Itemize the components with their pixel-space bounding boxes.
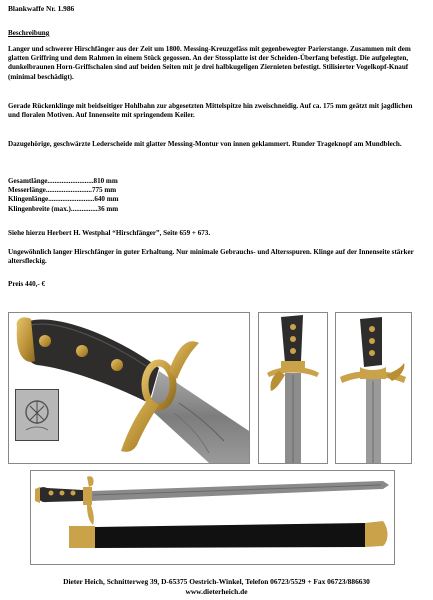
spec-label: Klingenbreite (max.)...............: [8, 204, 98, 213]
spec-value: 36 mm: [97, 204, 119, 213]
condition-text: Ungewöhnlich langer Hirschfänger in guter Erhaltung. Nur minimale Gebrauchs- und Altersspuren. Klinge auf der Innenseite stärker altersfleckig.: [8, 248, 414, 266]
description-paragraph-1: Langer und schwerer Hirschfänger aus der Zeit um 1800. Messing-Kreuzgefäss mit gegenbewegter Parierstange. Zusammen mit dem glatten Griffring und dem Rahmen in einem Stück gegossen. An der Stossplatte ist der Scheiden-Überfang befestigt. Die aufgelegten, dunkelbraunen Horn-Griffschalen sind auf beiden Seiten mit je drei halbkugeligen Ziernieten befestigt. Stilisierter Vogelkopf-Knauf (minimal beschädigt).: [8, 45, 411, 81]
spec-label: Gesamtlänge..........................: [8, 177, 94, 185]
item-title: Blankwaffe Nr. 1.986: [8, 4, 75, 13]
hilt-closeup-photo: [8, 312, 250, 464]
footer-website[interactable]: www.dieterheich.de: [185, 587, 248, 596]
price: Preis 440,- €: [8, 280, 46, 288]
dimensions-list: [8, 177, 426, 214]
spec-row: [8, 195, 426, 204]
spec-row: [8, 205, 426, 214]
spec-row: [8, 186, 426, 195]
description-paragraph-3: Dazugehörige, geschwärzte Lederscheide mit glatter Messing-Montur von innen geklammert. Runder Trageknopf am Mundblech.: [8, 140, 402, 148]
spec-label: Klingenlänge..........................: [8, 195, 95, 204]
spec-label: Messerlänge..........................: [8, 186, 92, 195]
spec-row: [8, 177, 426, 186]
description-paragraph-2: Gerade Rückenklinge mit beidseitiger Hohlbahn zur abgesetzten Mittelspitze hin zweischneidig. Auf ca. 175 mm geätzt mit jagdlichen und floralen Motiven. Auf Innenseite mit springendem Keiler.: [8, 102, 413, 120]
spec-value: 775 mm: [91, 186, 117, 195]
blade-etching-inset-photo: [15, 389, 59, 441]
spec-value: 810 mm: [93, 177, 118, 185]
sword-and-scabbard-photo: [30, 470, 395, 565]
section-heading: Beschreibung: [8, 29, 50, 37]
hilt-side-view-photo: [258, 312, 328, 464]
spec-value: 640 mm: [94, 195, 119, 204]
footer-address: Dieter Heich, Schnitterweg 39, D-65375 Oestrich-Winkel, Telefon 06723/5529 + Fax 06723/886630: [63, 577, 370, 586]
reference-text: Siehe hierzu Herbert H. Westphal “Hirschfänger”, Seite 659 + 673.: [8, 229, 211, 237]
hilt-reverse-view-photo: [335, 312, 412, 464]
